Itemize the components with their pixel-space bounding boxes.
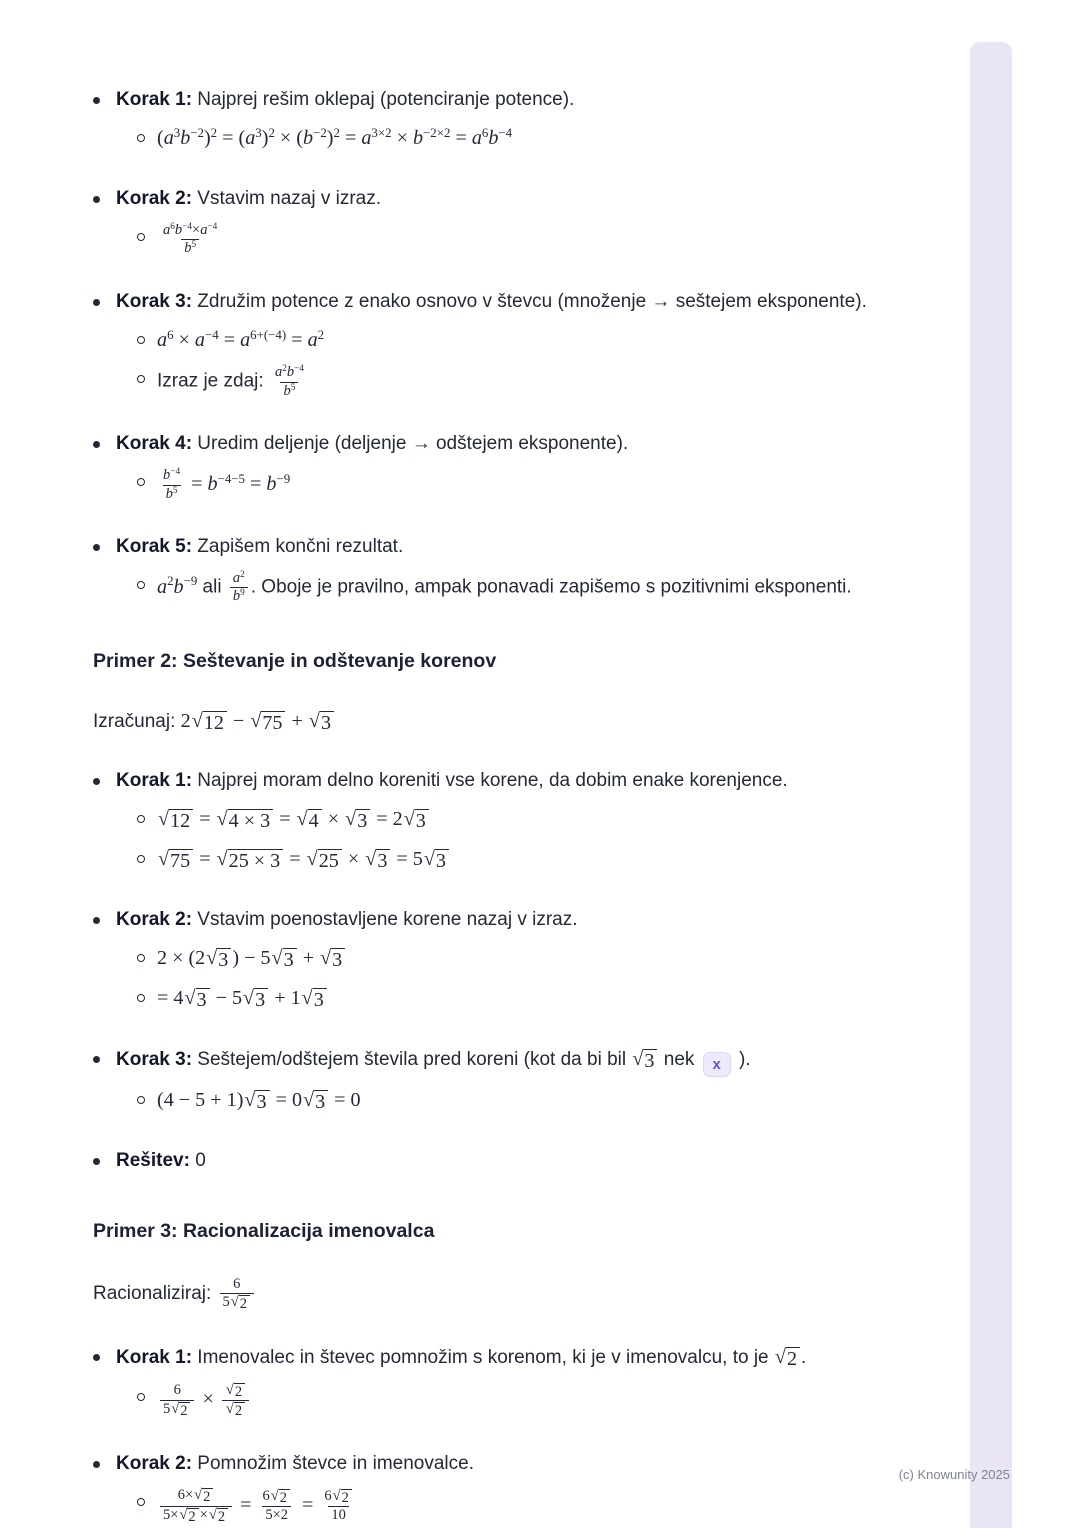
square-root: √ 3 xyxy=(345,808,370,833)
bullet-item xyxy=(93,905,938,935)
square-root: √ 12 xyxy=(192,710,227,735)
circle-bullet-marker xyxy=(137,855,145,863)
bullet-item xyxy=(93,1449,938,1479)
bullet-content xyxy=(157,467,938,503)
bullet-item xyxy=(93,766,938,796)
bold-label: Korak 1: xyxy=(116,89,193,110)
square-root: √ 3 xyxy=(424,848,449,873)
square-root: √ 2 xyxy=(179,1507,198,1526)
math-expression: √ 12 = √ 4 × 3 = √ 4 × √ 3 = 2 √ 3 xyxy=(157,808,430,830)
square-root: √ 3 xyxy=(320,947,345,972)
bullet-item xyxy=(93,429,938,459)
bullet-content xyxy=(157,844,938,876)
fraction: 6× √ 2 5× √ 2 × √ 2 xyxy=(160,1487,232,1525)
bullet-content xyxy=(157,943,938,975)
paragraph: Izračunaj: 2 √ 12 − √ 75 + √ 3 xyxy=(93,706,938,738)
sub-bullet-item xyxy=(93,1487,938,1525)
math-expression: √ 75 = √ 25 × 3 = √ 25 × √ 3 = 5 √ 3 xyxy=(157,848,450,870)
bullet-content: $a^2b^{-9}$ ali $\frac{a^2}{b^9}$ . Oboje je pravilno, ampak ponavadi zapišemo s pozitivnimi eksponenti. xyxy=(157,569,852,605)
bullet-content: Izraz je zdaj: $\frac{a^2b^{-4}}{b^5}$ xyxy=(157,364,938,400)
disc-bullet-marker xyxy=(93,1461,100,1468)
bullet-content xyxy=(157,983,938,1015)
bullet-item xyxy=(93,287,938,317)
disc-bullet-marker xyxy=(93,97,100,104)
bullet-content xyxy=(157,222,938,258)
square-root: √ 3 xyxy=(206,947,231,972)
bullet-content: Korak 2: Vstavim nazaj v izraz. xyxy=(116,187,382,209)
bold-label: Korak 2: xyxy=(116,1452,193,1474)
square-root: √ 3 xyxy=(404,808,429,833)
bold-label: Korak 5: xyxy=(116,536,193,558)
disc-bullet-marker xyxy=(93,1354,100,1361)
math-expression xyxy=(269,364,310,399)
sub-bullet-item xyxy=(93,804,938,836)
circle-bullet-marker xyxy=(137,478,145,486)
bullet-content xyxy=(157,1382,938,1420)
math-expression: 6 5 √ 2 × √ 2 √ 2 xyxy=(157,1388,252,1410)
bullet-content: Rešitev: 0 xyxy=(116,1149,206,1171)
disc-bullet-marker xyxy=(93,1056,100,1063)
square-root: √ 3 xyxy=(632,1048,657,1073)
math-expression: 2 × (2 √ 3 ) − 5 √ 3 + √ 3 xyxy=(157,947,346,969)
disc-bullet-marker xyxy=(93,917,100,924)
math-expression: = 4 √ 3 − 5 √ 3 + 1 √ 3 xyxy=(157,987,328,1009)
document-content xyxy=(93,56,938,1525)
math-expression: 2 √ 12 − √ 75 + √ 3 xyxy=(181,710,335,732)
bullet-content xyxy=(157,325,938,357)
square-root: √ 3 xyxy=(184,987,209,1012)
math-expression: 6× √ 2 5× √ 2 × √ 2 = 6 √ 2 5×2 = 6 √ 2 10 xyxy=(157,1494,359,1516)
sub-bullet-item xyxy=(93,364,938,400)
bullet-content: Korak 1: Najprej moram delno koreniti vse korene, da dobim enake korenjence. xyxy=(116,770,788,792)
section-heading: Primer 3: Racionalizacija imenovalca xyxy=(93,1219,435,1242)
sub-bullet-item xyxy=(93,325,938,357)
bold-label: Rešitev: xyxy=(116,1149,190,1171)
bullet-item xyxy=(93,1044,938,1077)
circle-bullet-marker xyxy=(137,815,145,823)
sub-bullet-item xyxy=(93,844,938,876)
fraction: 6 √ 2 5×2 xyxy=(259,1488,293,1525)
sub-bullet-item xyxy=(93,983,938,1015)
square-root: √ 2 xyxy=(209,1507,228,1526)
math-expression xyxy=(217,1275,257,1313)
sub-bullet-item xyxy=(93,1085,938,1117)
circle-bullet-marker xyxy=(137,233,145,241)
bullet-content: Korak 3: Združim potence z enako osnovo v števcu (množenje → seštejem eksponente). xyxy=(116,290,867,312)
sub-bullet-item xyxy=(93,570,938,606)
bullet-content xyxy=(157,1085,938,1117)
circle-bullet-marker xyxy=(137,375,145,383)
math-expression xyxy=(227,569,251,605)
bullet-item xyxy=(93,1342,938,1374)
fraction xyxy=(222,1382,249,1420)
bullet-content: Korak 1: Imenovalec in števec pomnožim s korenom, ki je v imenovalcu, to je √ 2 . xyxy=(116,1345,807,1370)
square-root: √ 2 xyxy=(226,1382,245,1401)
bullet-content: Korak 4: Uredim deljenje (deljenje → odštejem eksponente). xyxy=(116,433,629,455)
circle-bullet-marker xyxy=(137,336,145,344)
x-badge: x xyxy=(703,1052,731,1077)
bullet-content: Korak 1: Najprej rešim oklepaj (potenciranje potence). xyxy=(116,89,575,110)
bold-label: Korak 4: xyxy=(116,433,193,455)
square-root: √ 2 xyxy=(231,1294,250,1313)
math-expression: $a^6 \times a^{-4} = a^{6+(-4)} = a^2$ xyxy=(157,327,325,351)
square-root: √ 3 xyxy=(243,987,268,1012)
square-root: √ 2 xyxy=(775,1346,800,1371)
fraction: 6 5 √ 2 xyxy=(160,1382,194,1419)
math-expression: $\frac{b^{-4}}{b^5}$ = $b^{-4-5} = b^{-9}$ xyxy=(157,473,290,495)
math-expression: $(a^3b^{-2})^2 = (a^3)^2 \times (b^{-2})^2 = a^{3\times 2} \times b^{-2\times 2} = a^6b^{-4}$ xyxy=(157,125,513,150)
square-root: √ 12 xyxy=(158,808,193,833)
section-heading: Primer 2: Seštevanje in odštevanje korenov xyxy=(93,649,497,672)
square-root: √ 3 xyxy=(309,710,334,735)
disc-bullet-marker xyxy=(93,1158,100,1165)
square-root: √ 25 × 3 xyxy=(217,848,284,873)
square-root: √ 75 xyxy=(250,710,285,735)
square-root: √ 2 xyxy=(226,1401,245,1420)
disc-bullet-marker xyxy=(93,441,100,448)
square-root: √ 3 xyxy=(365,848,390,873)
bold-label: Korak 1: xyxy=(116,770,193,792)
square-root: √ 3 xyxy=(244,1089,269,1114)
fraction: $\frac{a^6b^{-4}\times a^{-4}}{b^5}$ xyxy=(163,221,218,257)
fraction: $\frac{a^2b^{-4}}{b^5}$ xyxy=(274,364,304,399)
circle-bullet-marker xyxy=(137,581,145,589)
sub-bullet-item xyxy=(93,222,938,258)
bold-label: Korak 2: xyxy=(116,187,193,209)
fraction: $\frac{b^{-4}}{b^5}$ xyxy=(163,467,181,502)
math-expression xyxy=(631,1048,658,1070)
sub-bullet-item xyxy=(93,467,938,503)
watermark: (c) Knowunity 2025 xyxy=(898,1467,1010,1482)
fraction: 6 5 √ 2 xyxy=(220,1276,254,1313)
bullet-content: Korak 5: Zapišem končni rezultat. xyxy=(116,536,404,558)
square-root: √ 2 xyxy=(271,1488,290,1507)
square-root: √ 3 xyxy=(302,987,327,1012)
disc-bullet-marker xyxy=(93,196,100,203)
bold-label: Korak 2: xyxy=(116,909,193,931)
square-root: √ 3 xyxy=(272,947,297,972)
bullet-content: Korak 2: Pomnožim števce in imenovalce. xyxy=(116,1452,474,1474)
bullet-content: Korak 3: Seštejem/odštejem števila pred koreni (kot da bi bil √ 3 nek x ). xyxy=(116,1044,938,1077)
sub-bullet-item xyxy=(93,943,938,975)
bold-label: Korak 3: xyxy=(116,290,193,312)
math-expression: $a^2b^{-9}$ xyxy=(157,574,198,598)
sub-bullet-item xyxy=(93,123,938,155)
math-expression: (4 − 5 + 1) √ 3 = 0 √ 3 = 0 xyxy=(157,1089,361,1114)
bullet-item xyxy=(93,1146,938,1176)
fraction: 6 √ 2 10 xyxy=(321,1488,355,1525)
square-root: √ 3 xyxy=(303,1089,328,1114)
square-root: √ 4 xyxy=(297,808,322,833)
bullet-content xyxy=(157,123,938,155)
circle-bullet-marker xyxy=(137,994,145,1002)
bold-label: Korak 1: xyxy=(116,1346,193,1368)
disc-bullet-marker xyxy=(93,778,100,785)
bullet-content xyxy=(157,804,938,836)
circle-bullet-marker xyxy=(137,1393,145,1401)
circle-bullet-marker xyxy=(137,134,145,142)
fraction: $\frac{a^2}{b^9}$ xyxy=(230,570,248,606)
circle-bullet-marker xyxy=(137,1498,145,1506)
bullet-item xyxy=(93,532,938,562)
square-root: √ 2 xyxy=(171,1401,190,1420)
paragraph: Racionaliziraj: 6 5 √ 2 xyxy=(93,1276,938,1313)
square-root: √ 4 × 3 xyxy=(217,808,274,833)
math-expression xyxy=(774,1346,801,1368)
square-root: √ 75 xyxy=(158,848,193,873)
circle-bullet-marker xyxy=(137,954,145,962)
bullet-item xyxy=(93,184,938,214)
bullet-content: Korak 2: Vstavim poenostavljene korene nazaj v izraz. xyxy=(116,909,578,931)
bullet-item xyxy=(93,85,938,115)
circle-bullet-marker xyxy=(137,1096,145,1104)
accent-stripe xyxy=(970,42,1012,1528)
bullet-content xyxy=(157,1487,938,1525)
disc-bullet-marker xyxy=(93,299,100,306)
square-root: √ 25 xyxy=(307,848,342,873)
sub-bullet-item xyxy=(93,1382,938,1420)
bold-label: Korak 3: xyxy=(116,1048,193,1070)
square-root: √ 2 xyxy=(333,1488,352,1507)
math-expression xyxy=(157,221,223,257)
square-root: √ 2 xyxy=(194,1487,213,1506)
disc-bullet-marker xyxy=(93,544,100,551)
